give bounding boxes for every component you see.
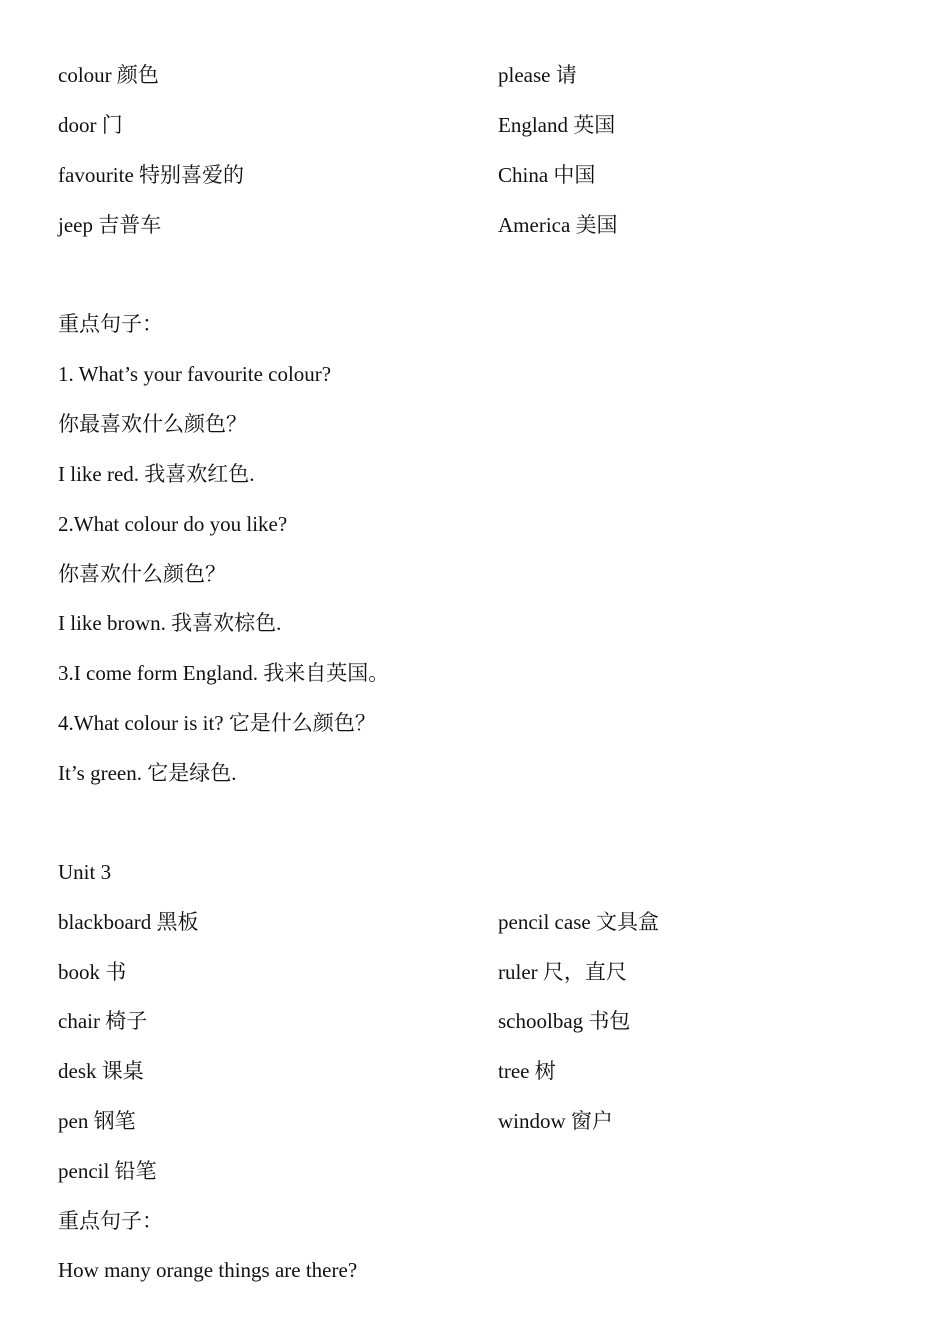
sentence-line: 3.I come form England. 我来自英国。 — [58, 661, 390, 685]
unit-title: Unit 3 — [58, 860, 112, 884]
vocab-word: pencil 铅笔 — [58, 1159, 157, 1183]
sentence-line: 你喜欢什么颜色？ — [58, 562, 226, 586]
vocab-word: pencil case 文具盒 — [498, 910, 659, 934]
vocab-word: book 书 — [58, 960, 127, 984]
vocab-word: pen 钢笔 — [58, 1109, 136, 1133]
vocab-word: China 中国 — [498, 163, 596, 187]
sentence-line: 你最喜欢什么颜色？ — [58, 412, 247, 436]
vocab-word: colour 颜色 — [58, 63, 159, 87]
sentence-line: 2.What colour do you like? — [58, 512, 288, 536]
sentence-line: I like brown. 我喜欢棕色. — [58, 611, 282, 635]
vocab-word: favourite 特别喜爱的 — [58, 163, 245, 187]
sentence-line: 4.What colour is it? 它是什么颜色？ — [58, 711, 376, 735]
key-sentences-heading: 重点句子： — [58, 312, 163, 336]
vocab-word: desk 课桌 — [58, 1059, 144, 1083]
vocab-word: chair 椅子 — [58, 1009, 148, 1033]
vocab-word: England 英国 — [498, 113, 616, 137]
vocab-word: tree 树 — [498, 1059, 556, 1083]
sentence-line: I like red. 我喜欢红色. — [58, 462, 255, 486]
sentence-line: How many orange things are there? — [58, 1258, 358, 1282]
vocab-word: ruler 尺，直尺 — [498, 960, 627, 984]
vocab-word: door 门 — [58, 113, 123, 137]
vocab-word: please 请 — [498, 63, 577, 87]
sentence-line: 1. What’s your favourite colour? — [58, 362, 332, 386]
vocab-word: jeep 吉普车 — [58, 213, 162, 237]
vocab-word: America 美国 — [498, 213, 618, 237]
vocab-word: blackboard 黑板 — [58, 910, 199, 934]
sentence-line: It’s green. 它是绿色. — [58, 761, 237, 785]
vocab-word: window 窗户 — [498, 1109, 613, 1133]
key-sentences-heading: 重点句子： — [58, 1209, 163, 1233]
vocab-word: schoolbag 书包 — [498, 1009, 631, 1033]
